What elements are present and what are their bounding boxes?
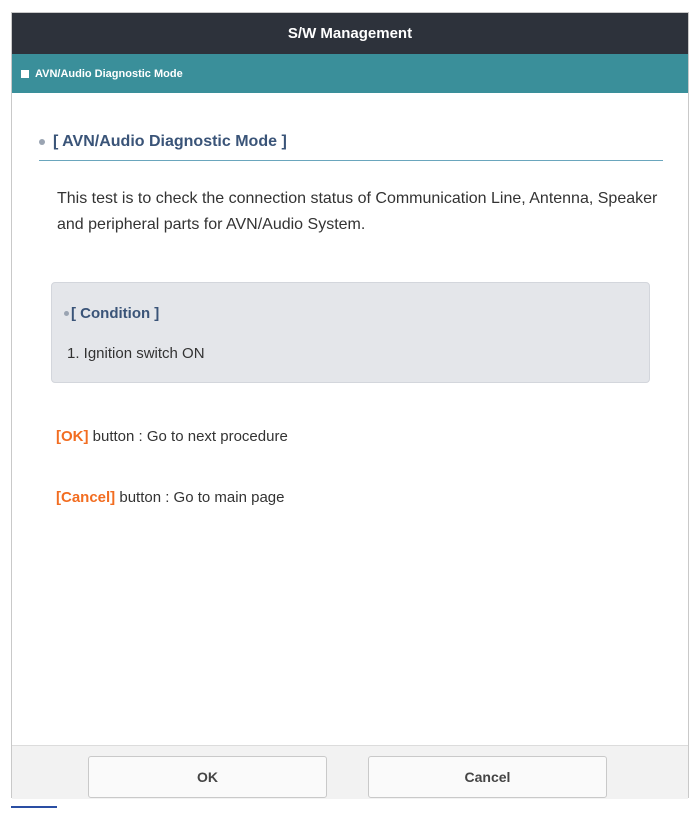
section-description: This test is to check the connection status of Communication Line, Antenna, Speaker and peripheral parts for AVN/Audio System. [57, 190, 658, 233]
cancel-button[interactable]: Cancel [368, 756, 607, 798]
dialog-footer [12, 745, 688, 799]
ok-hint-text: button : Go to next procedure [88, 428, 288, 445]
section-header [39, 133, 663, 161]
section-title: [ AVN/Audio Diagnostic Mode ] [53, 133, 287, 150]
dialog-content [12, 93, 688, 745]
accent-underline [11, 806, 57, 808]
cancel-hint-text: button : Go to main page [115, 489, 285, 506]
mode-subheader-label: AVN/Audio Diagnostic Mode [35, 67, 183, 80]
cancel-hint-key: [Cancel] [56, 489, 116, 506]
cancel-hint [56, 489, 284, 506]
condition-title: [ Condition ] [71, 305, 160, 322]
condition-header [64, 305, 159, 322]
condition-item: 1. Ignition switch ON [67, 345, 205, 362]
ok-button[interactable]: OK [88, 756, 327, 798]
square-bullet-icon [21, 70, 29, 78]
bullet-dot-icon [39, 139, 45, 145]
dialog-titlebar [12, 13, 688, 54]
ok-hint-key: [OK] [56, 428, 89, 445]
sw-management-dialog [11, 12, 689, 798]
ok-hint [56, 428, 288, 445]
dialog-title: S/W Management [287, 25, 413, 42]
mode-subheader [12, 54, 688, 93]
condition-box [51, 282, 650, 383]
bullet-dot-icon [64, 311, 69, 316]
